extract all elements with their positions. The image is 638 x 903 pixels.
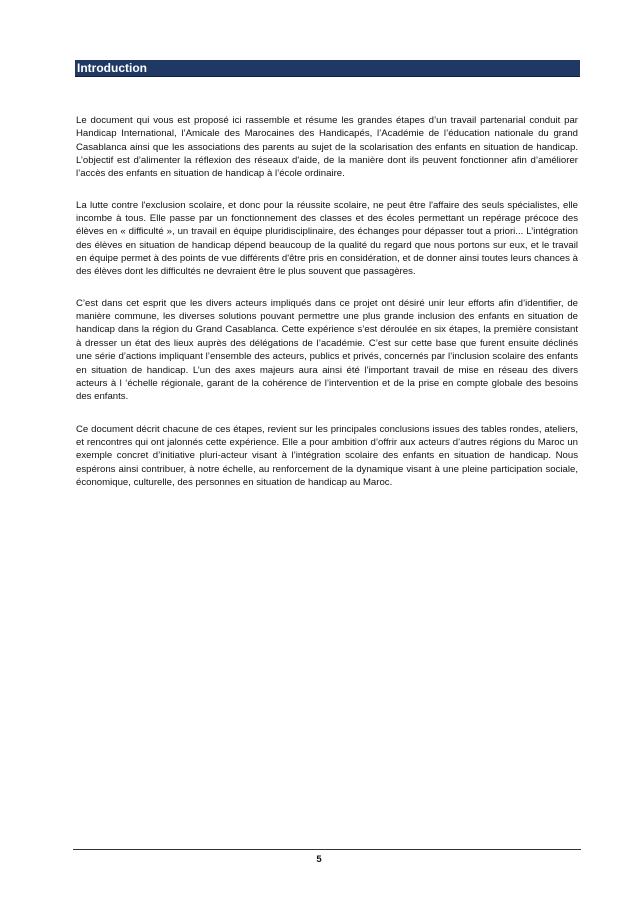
section-title: Introduction xyxy=(77,61,147,75)
body-content xyxy=(76,114,578,507)
footer-divider xyxy=(73,849,581,850)
paragraph-3: C’est dans cet esprit que les divers acteurs impliqués dans ce projet ont désiré unir leur efforts afin d’identifier, de manière commune, les diverses solutions pouvant permettre une plus grande inclusion des enfants en situation de handicap dans la région du Grand Casablanca. Cette expérience s’est déroulée en six étapes, la première consistant à dresser un état des lieux auprès des délégations de l’académie. C’est sur cette base que furent ensuite déclinés une série d’actions impliquant l’ensemble des acteurs, publics et privés, concernés par l’inclusion scolaire des enfants en situation de handicap. L’un des axes majeurs aura ainsi été l’important travail de mise en réseau des divers acteurs à l ‘échelle régionale, garant de la cohérence de l’intervention et de la prise en compte globale des besoins des enfants. xyxy=(76,297,578,403)
paragraph-1: Le document qui vous est proposé ici rassemble et résume les grandes étapes d’un travail partenarial conduit par Handicap International, l’Amicale des Marocaines des Handicapés, l’Académie de l’éducation nationale du grand Casablanca ainsi que les associations des parents au sujet de la scolarisation des enfants en situation de handicap. L’objectif est d’alimenter la réflexion des réseaux d'aide, de la manière dont ils peuvent fonctionner afin d’améliorer l’accès des enfants en situation de handicap à l’école ordinaire. xyxy=(76,115,578,180)
paragraph-4: Ce document décrit chacune de ces étapes, revient sur les principales conclusions issues des tables rondes, ateliers, et rencontres qui ont jalonnés cette expérience. Elle a pour ambition d’offrir aux acteurs d’autres régions du Maroc un exemple concret d’initiative pluri-acteur visant à l’intégration scolaire des enfants en situation de handicap. Nous espérons ainsi contribuer, à notre échelle, au renforcement de la dynamique visant à une pleine participation sociale, économique, culturelle, des personnes en situation de handicap au Maroc. xyxy=(76,423,578,488)
paragraph-2: La lutte contre l'exclusion scolaire, et donc pour la réussite scolaire, ne peut être l'affaire des seuls spécialistes, elle incombe à tous. Elle passe par un fonctionnement des classes et des écoles permettant un repérage précoce des élèves en « difficulté », un travail en équipe pluridisciplinaire, des échanges pour dépasser tout a priori... L’intégration des élèves en situation de handicap dépend beaucoup de la qualité du regard que nous portons sur eux, et le travail en équipe permet à des points de vue différents d'être pris en considération, et de donner ainsi toutes leurs chances à des élèves dont les difficultés ne devraient être le plus souvent que passagères. xyxy=(76,199,578,278)
section-header-bar xyxy=(75,60,580,77)
page-number: 5 xyxy=(316,854,322,865)
